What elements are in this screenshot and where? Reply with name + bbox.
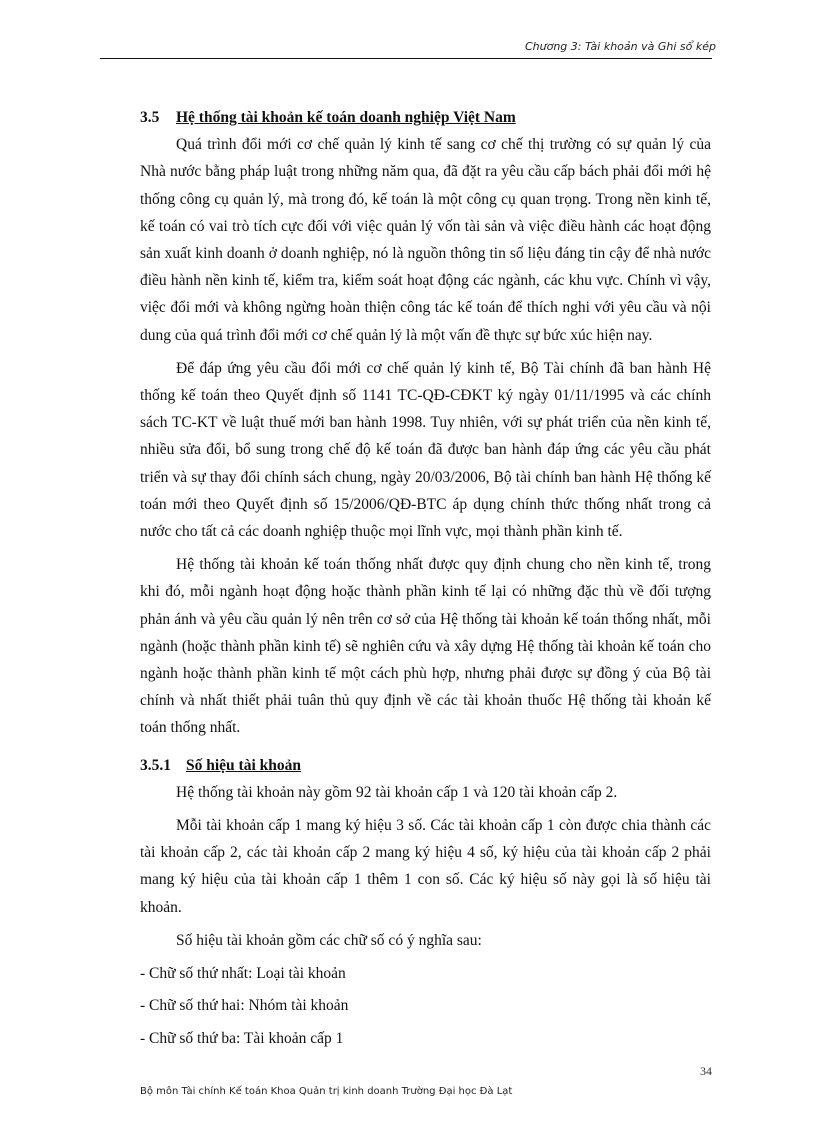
section-heading	[140, 104, 711, 131]
running-header: Chương 3: Tài khoản và Ghi sổ kép	[524, 40, 716, 53]
subsection-heading	[140, 752, 711, 779]
paragraph: Số hiệu tài khoản gồm các chữ số có ý nghĩa sau:	[176, 931, 482, 949]
paragraph: Mỗi tài khoản cấp 1 mang ký hiệu 3 số. Các tài khoản cấp 1 còn được chia thành các tài khoản cấp 2, các tài khoản cấp 2 mang ký hiệu 4 số, ký hiệu của tài khoản cấp 2 phải mang ký hiệu của tài khoản cấp 1 thêm 1 con số. Các ký hiệu số này gọi là số hiệu tài khoản.	[140, 817, 711, 916]
paragraph: Quá trình đổi mới cơ chế quản lý kinh tế sang cơ chế thị trường có sự quản lý của Nhà nước bằng pháp luật trong những năm qua, đã đặt ra yêu cầu cấp bách phải đổi mới hệ thống công cụ quản lý, mà trong đó, kế toán là một công cụ quan trọng. Trong nền kinh tế, kế toán có vai trò tích cực đối với việc quản lý vốn tài sản và việc điều hành các hoạt động sản xuất kinh doanh ở doanh nghiệp, nó là nguồn thông tin số liệu đáng tin cậy để nhà nước điều hành nền kinh tế, kiểm tra, kiểm soát hoạt động các ngành, các khu vực. Chính vì vậy, việc đổi mới và không ngừng hoàn thiện công tác kế toán để thích nghi với yêu cầu và nội dung của quá trình đổi mới cơ chế quản lý là một vấn đề thực sự bức xúc hiện nay.	[140, 136, 711, 344]
subsection-number: 3.5.1	[140, 756, 171, 774]
paragraph: Hệ thống tài khoản này gồm 92 tài khoản cấp 1 và 120 tài khoản cấp 2.	[176, 783, 618, 801]
subsection-title: Số hiệu tài khoản	[186, 756, 302, 774]
page-content	[140, 104, 711, 1057]
paragraph: Hệ thống tài khoản kế toán thống nhất được quy định chung cho nền kinh tế, trong khi đó, mỗi ngành hoạt động hoặc thành phần kinh tế lại có những đặc thù về đối tượng phản ánh và yêu cầu quản lý nên trên cơ sở của Hệ thống tài khoản kế toán thống nhất, mỗi ngành (hoặc thành phần kinh tế) sẽ nghiên cứu và xây dựng Hệ thống tài khoản kế toán cho ngành hoặc thành phần kinh tế một cách phù hợp, nhưng phải được sự đồng ý của Bộ tài chính và nhất thiết phải tuân thủ quy định về các tài khoản thuốc Hệ thống tài khoản kế toán thống nhất.	[140, 556, 711, 737]
section-number: 3.5	[140, 109, 160, 126]
page-number: 34	[700, 1064, 712, 1078]
list-item: - Chữ số thứ ba: Tài khoản cấp 1	[140, 1029, 344, 1047]
section-title: Hệ thống tài khoản kế toán doanh nghiệp Việt Nam	[176, 109, 516, 126]
paragraph: Để đáp ứng yêu cầu đổi mới cơ chế quản lý kinh tế, Bộ Tài chính đã ban hành Hệ thống kế toán theo Quyết định số 1141 TC-QĐ-CĐKT ký ngày 01/11/1995 và các chính sách TC-KT về luật thuế mới ban hành 1998. Tuy nhiên, với sự phát triển của nền kinh tế, nhiều sửa đổi, bổ sung trong chế độ kế toán đã được ban hành đáp ứng các yêu cầu phát triển và sự thay đổi chính sách chung, ngày 20/03/2006, Bộ tài chính ban hành Hệ thống kế toán mới theo Quyết định số 15/2006/QĐ-BTC áp dụng chính thức thống nhất trong cả nước cho tất cả các doanh nghiệp thuộc mọi lĩnh vực, mọi thành phần kinh tế.	[140, 359, 711, 541]
list-item: - Chữ số thứ nhất: Loại tài khoản	[140, 965, 346, 983]
list-item: - Chữ số thứ hai: Nhóm tài khoản	[140, 997, 349, 1015]
header-rule	[100, 58, 712, 59]
page-footer: Bộ môn Tài chính Kế toán Khoa Quản trị kinh doanh Trường Đại học Đà Lạt	[140, 1086, 513, 1097]
